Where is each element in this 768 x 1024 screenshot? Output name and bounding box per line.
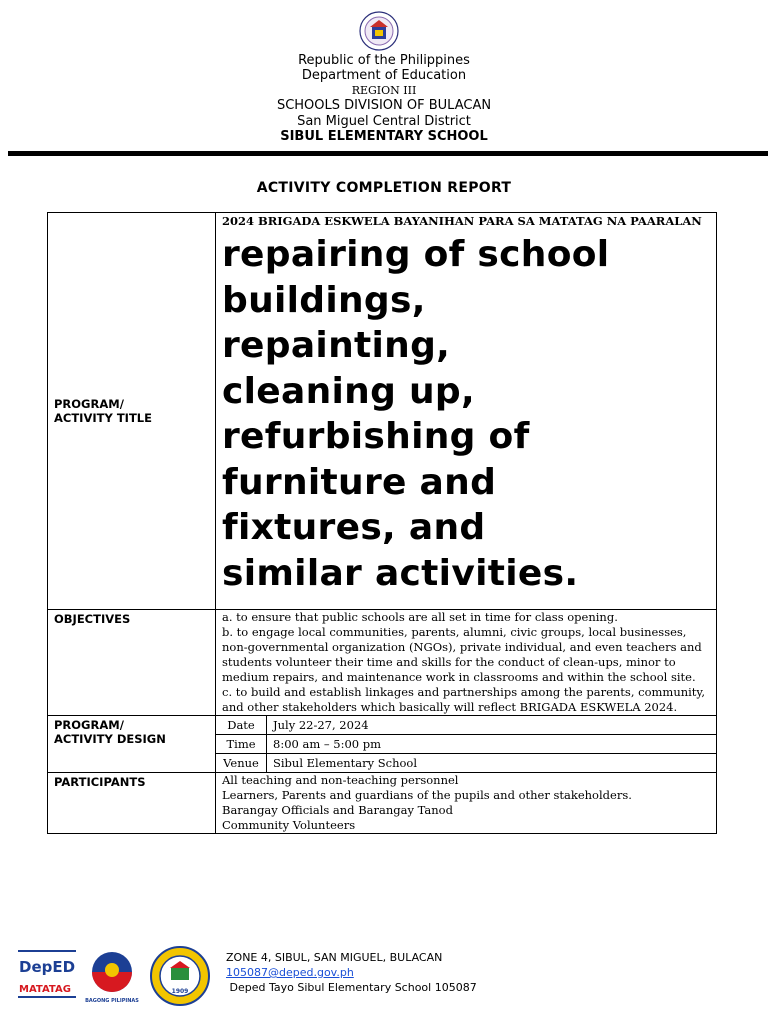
objectives-row <box>48 610 717 716</box>
matatag-wordmark: MATATAG <box>19 984 71 995</box>
objective-item: c. to build and establish linkages and partnerships among the parents, community, and other stakeholders which basically will reflect BRIGADA ESKWELA 2024. <box>222 685 706 714</box>
program-title-line: buildings, <box>222 279 426 321</box>
header-department: Department of Education <box>301 68 467 83</box>
program-title-line: repairing of school <box>222 234 610 275</box>
objective-item: a. to ensure that public schools are all set in time for class opening. <box>222 610 618 624</box>
participants-cell <box>216 773 717 834</box>
time-key: Time <box>216 735 267 754</box>
deped-matatag-logo <box>18 950 76 998</box>
participant-item: Community Volunteers <box>222 818 356 832</box>
school-seal-logo <box>151 947 209 1005</box>
program-title <box>216 228 716 609</box>
objectives-label: OBJECTIVES <box>48 610 216 716</box>
footer-contact <box>226 950 477 995</box>
program-title-line: refurbishing of <box>222 416 530 457</box>
participant-item: All teaching and non-teaching personnel <box>222 773 459 787</box>
design-cell <box>216 716 717 773</box>
program-cell <box>216 213 717 610</box>
header-divider <box>8 151 768 156</box>
footer-logos <box>16 946 216 1006</box>
design-venue-row <box>216 754 716 773</box>
program-title-line: cleaning up, <box>222 370 475 412</box>
design-label-line2: ACTIVITY DESIGN <box>54 732 166 746</box>
participant-item: Barangay Officials and Barangay Tanod <box>222 803 453 817</box>
participants-label: PARTICIPANTS <box>48 773 216 834</box>
program-label-line2: ACTIVITY TITLE <box>54 411 152 425</box>
program-title-line: furniture and <box>222 461 497 503</box>
date-value: July 22-27, 2024 <box>267 716 717 735</box>
design-date-row <box>216 716 716 735</box>
program-title-line: repainting, <box>222 325 451 366</box>
venue-key: Venue <box>216 754 267 773</box>
design-table <box>216 716 716 772</box>
design-label <box>48 716 216 773</box>
design-row <box>48 716 717 773</box>
footer-email-link[interactable]: 105087@deped.gov.ph <box>226 966 354 979</box>
date-key: Date <box>216 716 267 735</box>
program-title-line: fixtures, and <box>222 507 486 548</box>
report-title: ACTIVITY COMPLETION REPORT <box>256 180 512 196</box>
deped-wordmark: DepED <box>19 958 76 976</box>
participants-row <box>48 773 717 834</box>
time-value: 8:00 am – 5:00 pm <box>267 735 717 754</box>
program-subtitle: 2024 BRIGADA ESKWELA BAYANIHAN PARA SA MATATAG NA PAARALAN <box>222 214 702 228</box>
bagong-pilipinas-text: BAGONG PILIPINAS <box>85 998 139 1004</box>
objective-item: b. to engage local communities, parents, alumni, civic groups, local businesses, non-governmental organization (NGOs), private individual, and even teachers and students volunteer their time and skills for the conduct of clean-ups, minor to medium repairs, and maintenance work in classrooms and within the school site. <box>222 625 702 684</box>
footer-facebook: Deped Tayo Sibul Elementary School 105087 <box>226 981 477 994</box>
school-seal-year: 1909 <box>171 988 189 995</box>
objectives-cell <box>216 610 717 716</box>
design-time-row <box>216 735 716 754</box>
header-region: REGION III <box>351 84 417 97</box>
deped-seal-logo <box>353 11 405 51</box>
header-country: Republic of the Philippines <box>298 53 470 68</box>
report-table <box>47 212 717 834</box>
bagong-pilipinas-logo <box>85 952 139 1004</box>
program-label <box>48 213 216 610</box>
header-school: SIBUL ELEMENTARY SCHOOL <box>280 129 488 144</box>
program-label-line1: PROGRAM/ <box>54 397 124 411</box>
venue-value: Sibul Elementary School <box>273 756 418 770</box>
design-label-line1: PROGRAM/ <box>54 718 124 732</box>
program-title-line: similar activities. <box>222 552 579 594</box>
header-district: San Miguel Central District <box>297 114 471 129</box>
program-row <box>48 213 717 610</box>
footer-address: ZONE 4, SIBUL, SAN MIGUEL, BULACAN <box>226 951 443 964</box>
header-division: SCHOOLS DIVISION OF BULACAN <box>276 98 492 113</box>
participant-item: Learners, Parents and guardians of the pupils and other stakeholders. <box>222 788 632 802</box>
